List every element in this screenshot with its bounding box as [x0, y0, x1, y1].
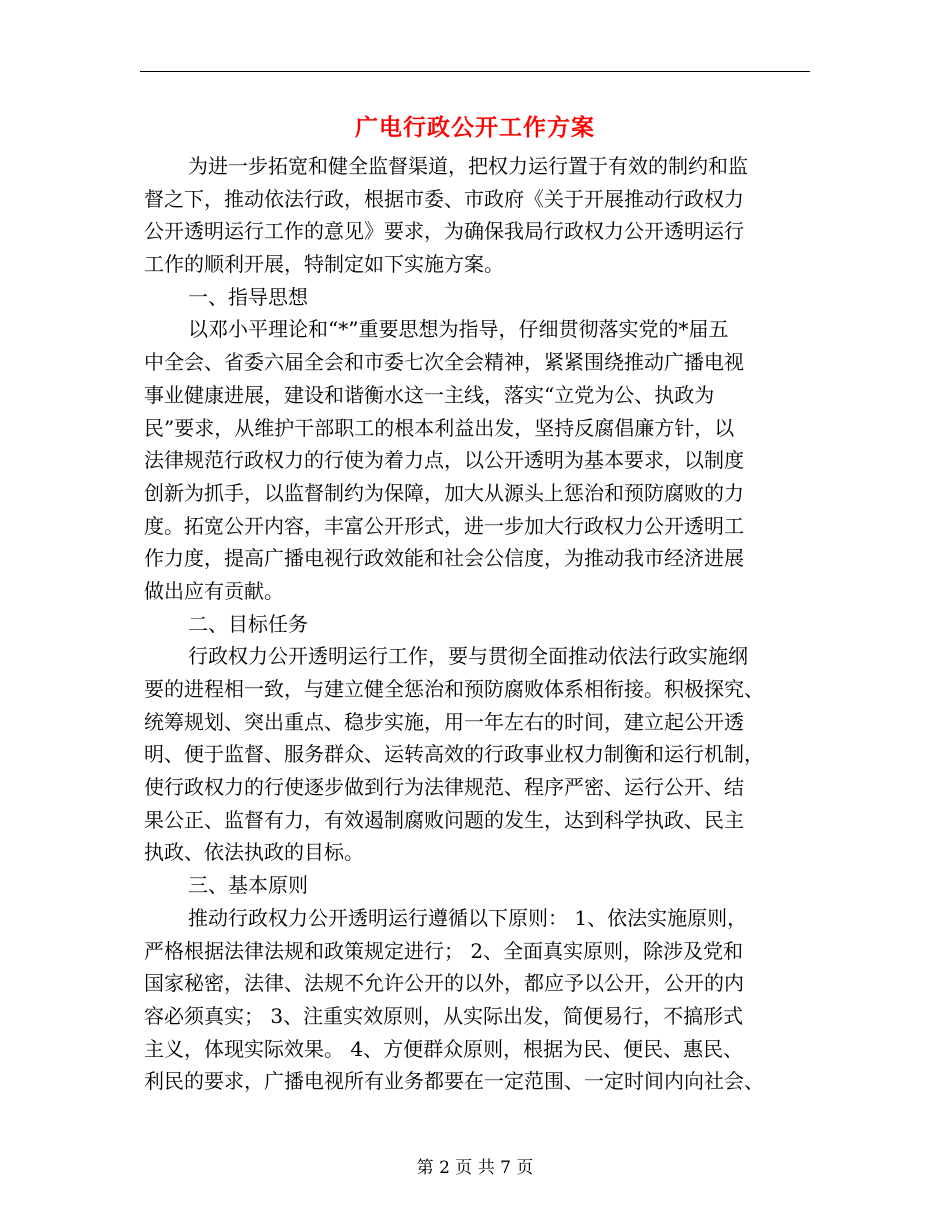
body-line: 国家秘密，法律、法规不允许公开的以外，都应予以公开，公开的内: [144, 971, 744, 996]
body-line: 事业健康进展，建设和谐衡水这一主线，落实“立党为公、执政为: [144, 382, 715, 407]
body-line: 行政权力公开透明运行工作，要与贯彻全面推动依法行政实施纲: [188, 644, 748, 669]
page-number: 第 2 页 共 7 页: [416, 1158, 534, 1178]
body-line: 作力度，提高广播电视行政效能和社会公信度，为推动我市经济进展: [144, 546, 744, 571]
body-line: 法律规范行政权力的行使为着力点，以公开透明为基本要求，以制度: [144, 448, 744, 473]
body-line: 民”要求，从维护干部职工的根本利益出发，坚持反腐倡廉方针，以: [144, 415, 735, 440]
body-line: 一、指导思想: [188, 284, 308, 309]
body-line: 严格根据法律法规和政策规定进行； 2、全面真实原则，除涉及党和: [144, 938, 744, 963]
body-line: 明、便于监督、服务群众、运转高效的行政事业权力制衡和运行机制，: [144, 742, 764, 767]
body-line: 为进一步拓宽和健全监督渠道，把权力运行置于有效的制约和监: [188, 154, 748, 178]
body-line: 要的进程相一致，与建立健全惩治和预防腐败体系相衔接。积极探究、: [144, 677, 764, 701]
body-line: 督之下，推动依法行政，根据市委、市政府《关于开展推动行政权力: [144, 186, 744, 211]
body-line: 利民的要求，广播电视所有业务都要在一定范围、一定时间内向社会、: [144, 1069, 764, 1094]
body-line: 二、目标任务: [188, 611, 308, 636]
body-line: 以邓小平理论和“*”重要思想为指导，仔细贯彻落实党的*届五: [188, 317, 729, 342]
document-body: [144, 150, 814, 1098]
body-line: 主义，体现实际效果。 4、方便群众原则，根据为民、便民、惠民、: [144, 1036, 744, 1061]
header-rule: [140, 71, 810, 72]
body-line: 创新为抓手，以监督制约为保障，加大从源头上惩治和预防腐败的力: [144, 480, 744, 505]
body-line: 做出应有贡献。: [144, 578, 284, 603]
document-title: 广电行政公开工作方案: [355, 114, 595, 141]
body-line: 公开透明运行工作的意见》要求，为确保我局行政权力公开透明运行: [144, 219, 744, 244]
body-line: 工作的顺利开展，特制定如下实施方案。: [144, 252, 504, 277]
body-line: 中全会、省委六届全会和市委七次全会精神，紧紧围绕推动广播电视: [144, 350, 744, 375]
body-line: 度。拓宽公开内容，丰富公开形式，进一步加大行政权力公开透明工: [144, 513, 744, 538]
body-line: 使行政权力的行使逐步做到行为法律规范、程序严密、运行公开、结: [144, 775, 744, 800]
body-line: 容必须真实； 3、注重实效原则，从实际出发，简便易行，不搞形式: [144, 1003, 744, 1028]
body-line: 执政、依法执政的目标。: [144, 840, 364, 865]
body-line: 推动行政权力公开透明运行遵循以下原则： 1、依法实施原则，: [188, 905, 748, 930]
body-line: 果公正、监督有力，有效遏制腐败问题的发生，达到科学执政、民主: [144, 807, 744, 832]
body-line: 三、基本原则: [188, 873, 308, 898]
body-line: 统筹规划、突出重点、稳步实施，用一年左右的时间，建立起公开透: [144, 709, 744, 734]
